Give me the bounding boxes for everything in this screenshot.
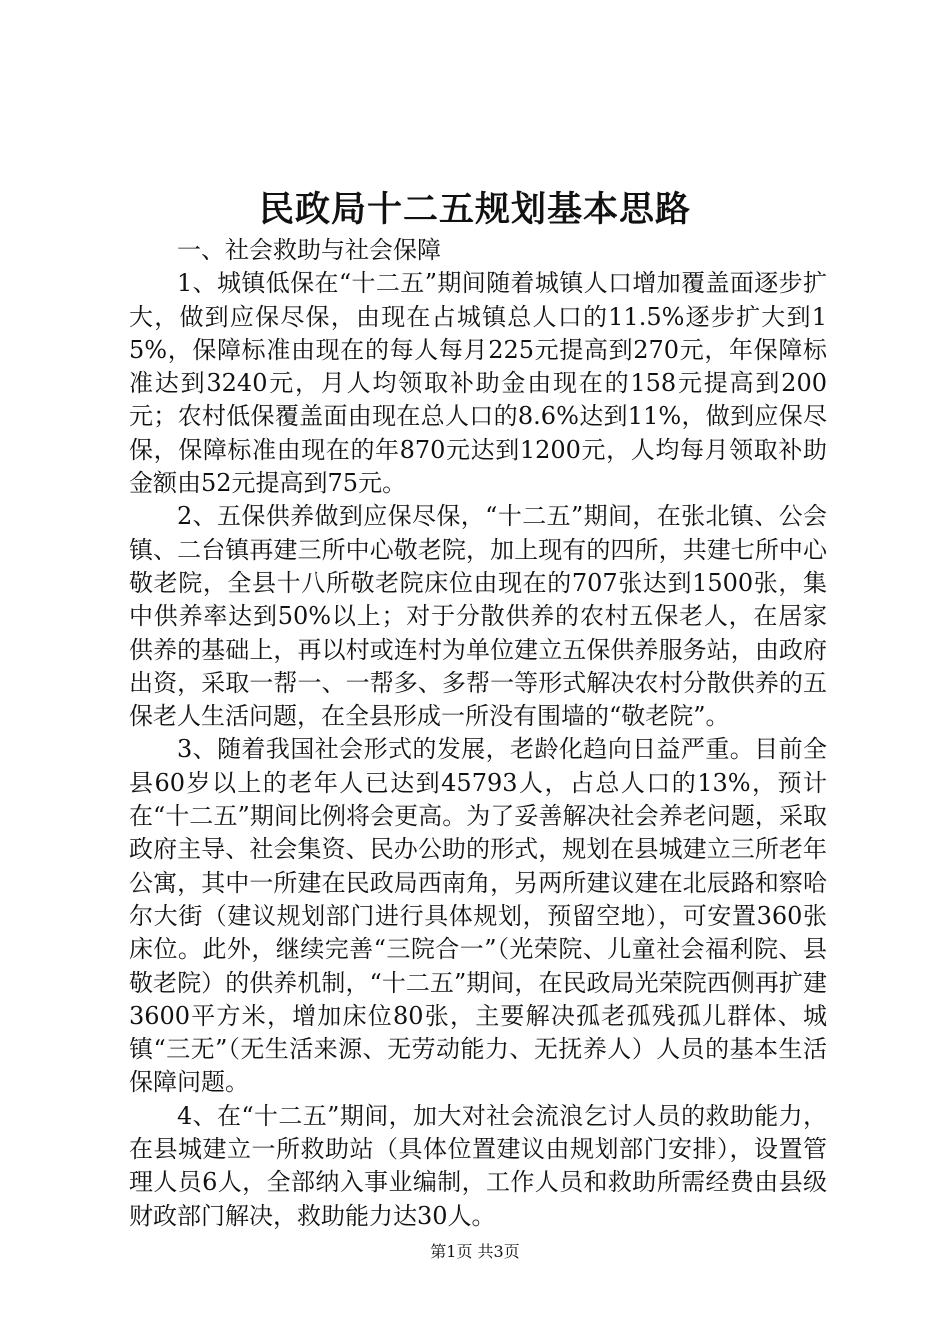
paragraph-4: 4、在“十二五”期间，加大对社会流浪乞讨人员的救助能力，在县城建立一所救助站（具体位置建议由规划部门安排），设置管理人员6人，全部纳入事业编制，工作人员和救助所需经费由县级财政部门解决，救助能力达30人。 bbox=[129, 1101, 827, 1230]
section-heading: 一、社会救助与社会保障 bbox=[177, 236, 441, 264]
document-title: 民政局十二五规划基本思路 bbox=[258, 189, 691, 230]
page-footer: 第1页 共3页 bbox=[430, 1242, 520, 1261]
paragraph-1: 1、城镇低保在“十二五”期间随着城镇人口增加覆盖面逐步扩大，做到应保尽保，由现在占城镇总人口的11.5%逐步扩大到15%，保障标准由现在的每人每月225元提高到270元，年保障标准达到3240元，月人均领取补助金由现在的158元提高到200元；农村低保覆盖面由现在总人口的8.6%达到11%，做到应保尽保，保障标准由现在的年870元达到1200元，人均每月领取补助金额由52元提高到75元。 bbox=[129, 269, 827, 498]
paragraph-3: 3、随着我国社会形式的发展，老龄化趋向日益严重。目前全县60岁以上的老年人已达到45793人，占总人口的13%，预计在“十二五”期间比例将会更高。为了妥善解决社会养老问题，采取政府主导、社会集资、民办公助的形式，规划在县城建立三所老年公寓，其中一所建在民政局西南角，另两所建议建在北辰路和察哈尔大街（建议规划部门进行具体规划，预留空地），可安置360张床位。此外，继续完善“三院合一”（光荣院、儿童社会福利院、县敬老院）的供养机制，“十二五”期间，在民政局光荣院西侧再扩建3600平方米，增加床位80张，主要解决孤老孤残孤儿群体、城镇“三无”（无生活来源、无劳动能力、无抚养人）人员的基本生活保障问题。 bbox=[129, 735, 827, 1097]
document-body bbox=[129, 234, 827, 1233]
paragraph-2: 2、五保供养做到应保尽保，“十二五”期间，在张北镇、公会镇、二台镇再建三所中心敬老院，加上现有的四所，共建七所中心敬老院，全县十八所敬老院床位由现在的707张达到1500张，集中供养率达到50%以上；对于分散供养的农村五保老人，在居家供养的基础上，再以村或连村为单位建立五保供养服务站，由政府出资，采取一帮一、一帮多、多帮一等形式解决农村分散供养的五保老人生活问题，在全县形成一所没有围墙的“敬老院”。 bbox=[129, 502, 827, 731]
